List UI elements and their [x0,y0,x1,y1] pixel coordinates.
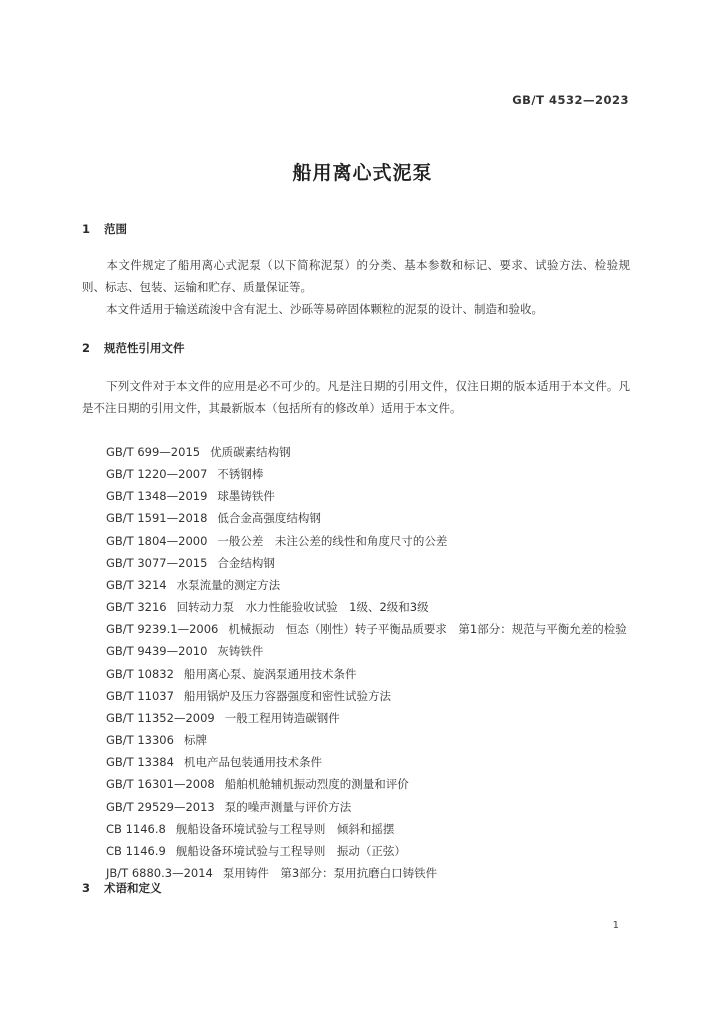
reference-item: GB/T 1348—2019 球墨铸铁件 [106,489,275,504]
reference-item: GB/T 1591—2018 低合金高强度结构钢 [106,511,321,526]
normative-references-list [82,441,630,884]
section-1-paragraph-2-text: 本文件适用于输送疏浚中含有泥土、沙砾等易碎固体颗粒的泥泵的设计、制造和验收。 [106,302,543,316]
standard-code: GB/T 4532—2023 [512,93,629,107]
reference-item: GB/T 11037 船用锅炉及压力容器强度和密性试验方法 [106,688,391,703]
section-1-paragraph-2 [82,298,630,320]
section-3-heading [82,880,162,896]
document-title: 船用离心式泥泵 [292,162,433,184]
reference-item: GB/T 699—2015 优质碳素结构钢 [106,445,291,459]
reference-item: GB/T 16301—2008 船舶机舱辅机振动烈度的测量和评价 [106,777,409,792]
section-1-heading [82,221,127,237]
reference-item: GB/T 10832 船用离心泵、旋涡泵通用技术条件 [106,666,357,681]
section-2-title: 规范性引用文件 [104,341,185,355]
section-1-title: 范围 [104,222,127,236]
reference-item: GB/T 3214 水泵流量的测定方法 [106,577,281,592]
reference-item: CB 1146.9 舰船设备环境试验与工程导则 振动（正弦） [106,843,406,858]
reference-item: JB/T 6880.3—2014 泵用铸件 第3部分：泵用抗磨白口铸铁件 [106,865,438,880]
section-1-paragraph-1 [82,254,630,298]
reference-item: GB/T 9439—2010 灰铸铁件 [106,644,264,659]
section-1-paragraph-1-text: 本文件规定了船用离心式泥泵（以下简称泥泵）的分类、基本参数和标记、要求、试验方法、检验规则、标志、包装、运输和贮存、质量保证等。 [82,258,630,294]
reference-item: CB 1146.8 舰船设备环境试验与工程导则 倾斜和摇摆 [106,821,395,836]
reference-item: GB/T 13384 机电产品包装通用技术条件 [106,755,322,770]
section-3-number: 3 [82,881,91,895]
section-2-intro-text: 下列文件对于本文件的应用是必不可少的。凡是注日期的引用文件，仅注日期的版本适用于本文件。凡是不注日期的引用文件，其最新版本（包括所有的修改单）适用于本文件。 [82,379,630,415]
reference-item: GB/T 3077—2015 合金结构钢 [106,555,275,570]
reference-item: GB/T 13306 标牌 [106,733,207,748]
section-3-title: 术语和定义 [104,881,162,895]
section-2-number: 2 [82,341,91,355]
section-2-intro [82,375,630,419]
section-2-heading [82,340,185,356]
section-1-number: 1 [82,222,91,236]
reference-item: GB/T 3216 回转动力泵 水力性能验收试验 1级、2级和3级 [106,600,429,615]
reference-item: GB/T 29529—2013 泵的噪声测量与评价方法 [106,799,352,814]
reference-item: GB/T 1804—2000 一般公差 未注公差的线性和角度尺寸的公差 [106,533,448,548]
reference-item: GB/T 1220—2007 不锈钢棒 [106,467,264,482]
reference-item: GB/T 9239.1—2006 机械振动 恒态（刚性）转子平衡品质要求 第1部分：规范与平衡允差的检验 [106,622,627,637]
reference-item: GB/T 11352—2009 一般工程用铸造碳钢件 [106,710,340,725]
page-number: 1 [612,920,619,931]
